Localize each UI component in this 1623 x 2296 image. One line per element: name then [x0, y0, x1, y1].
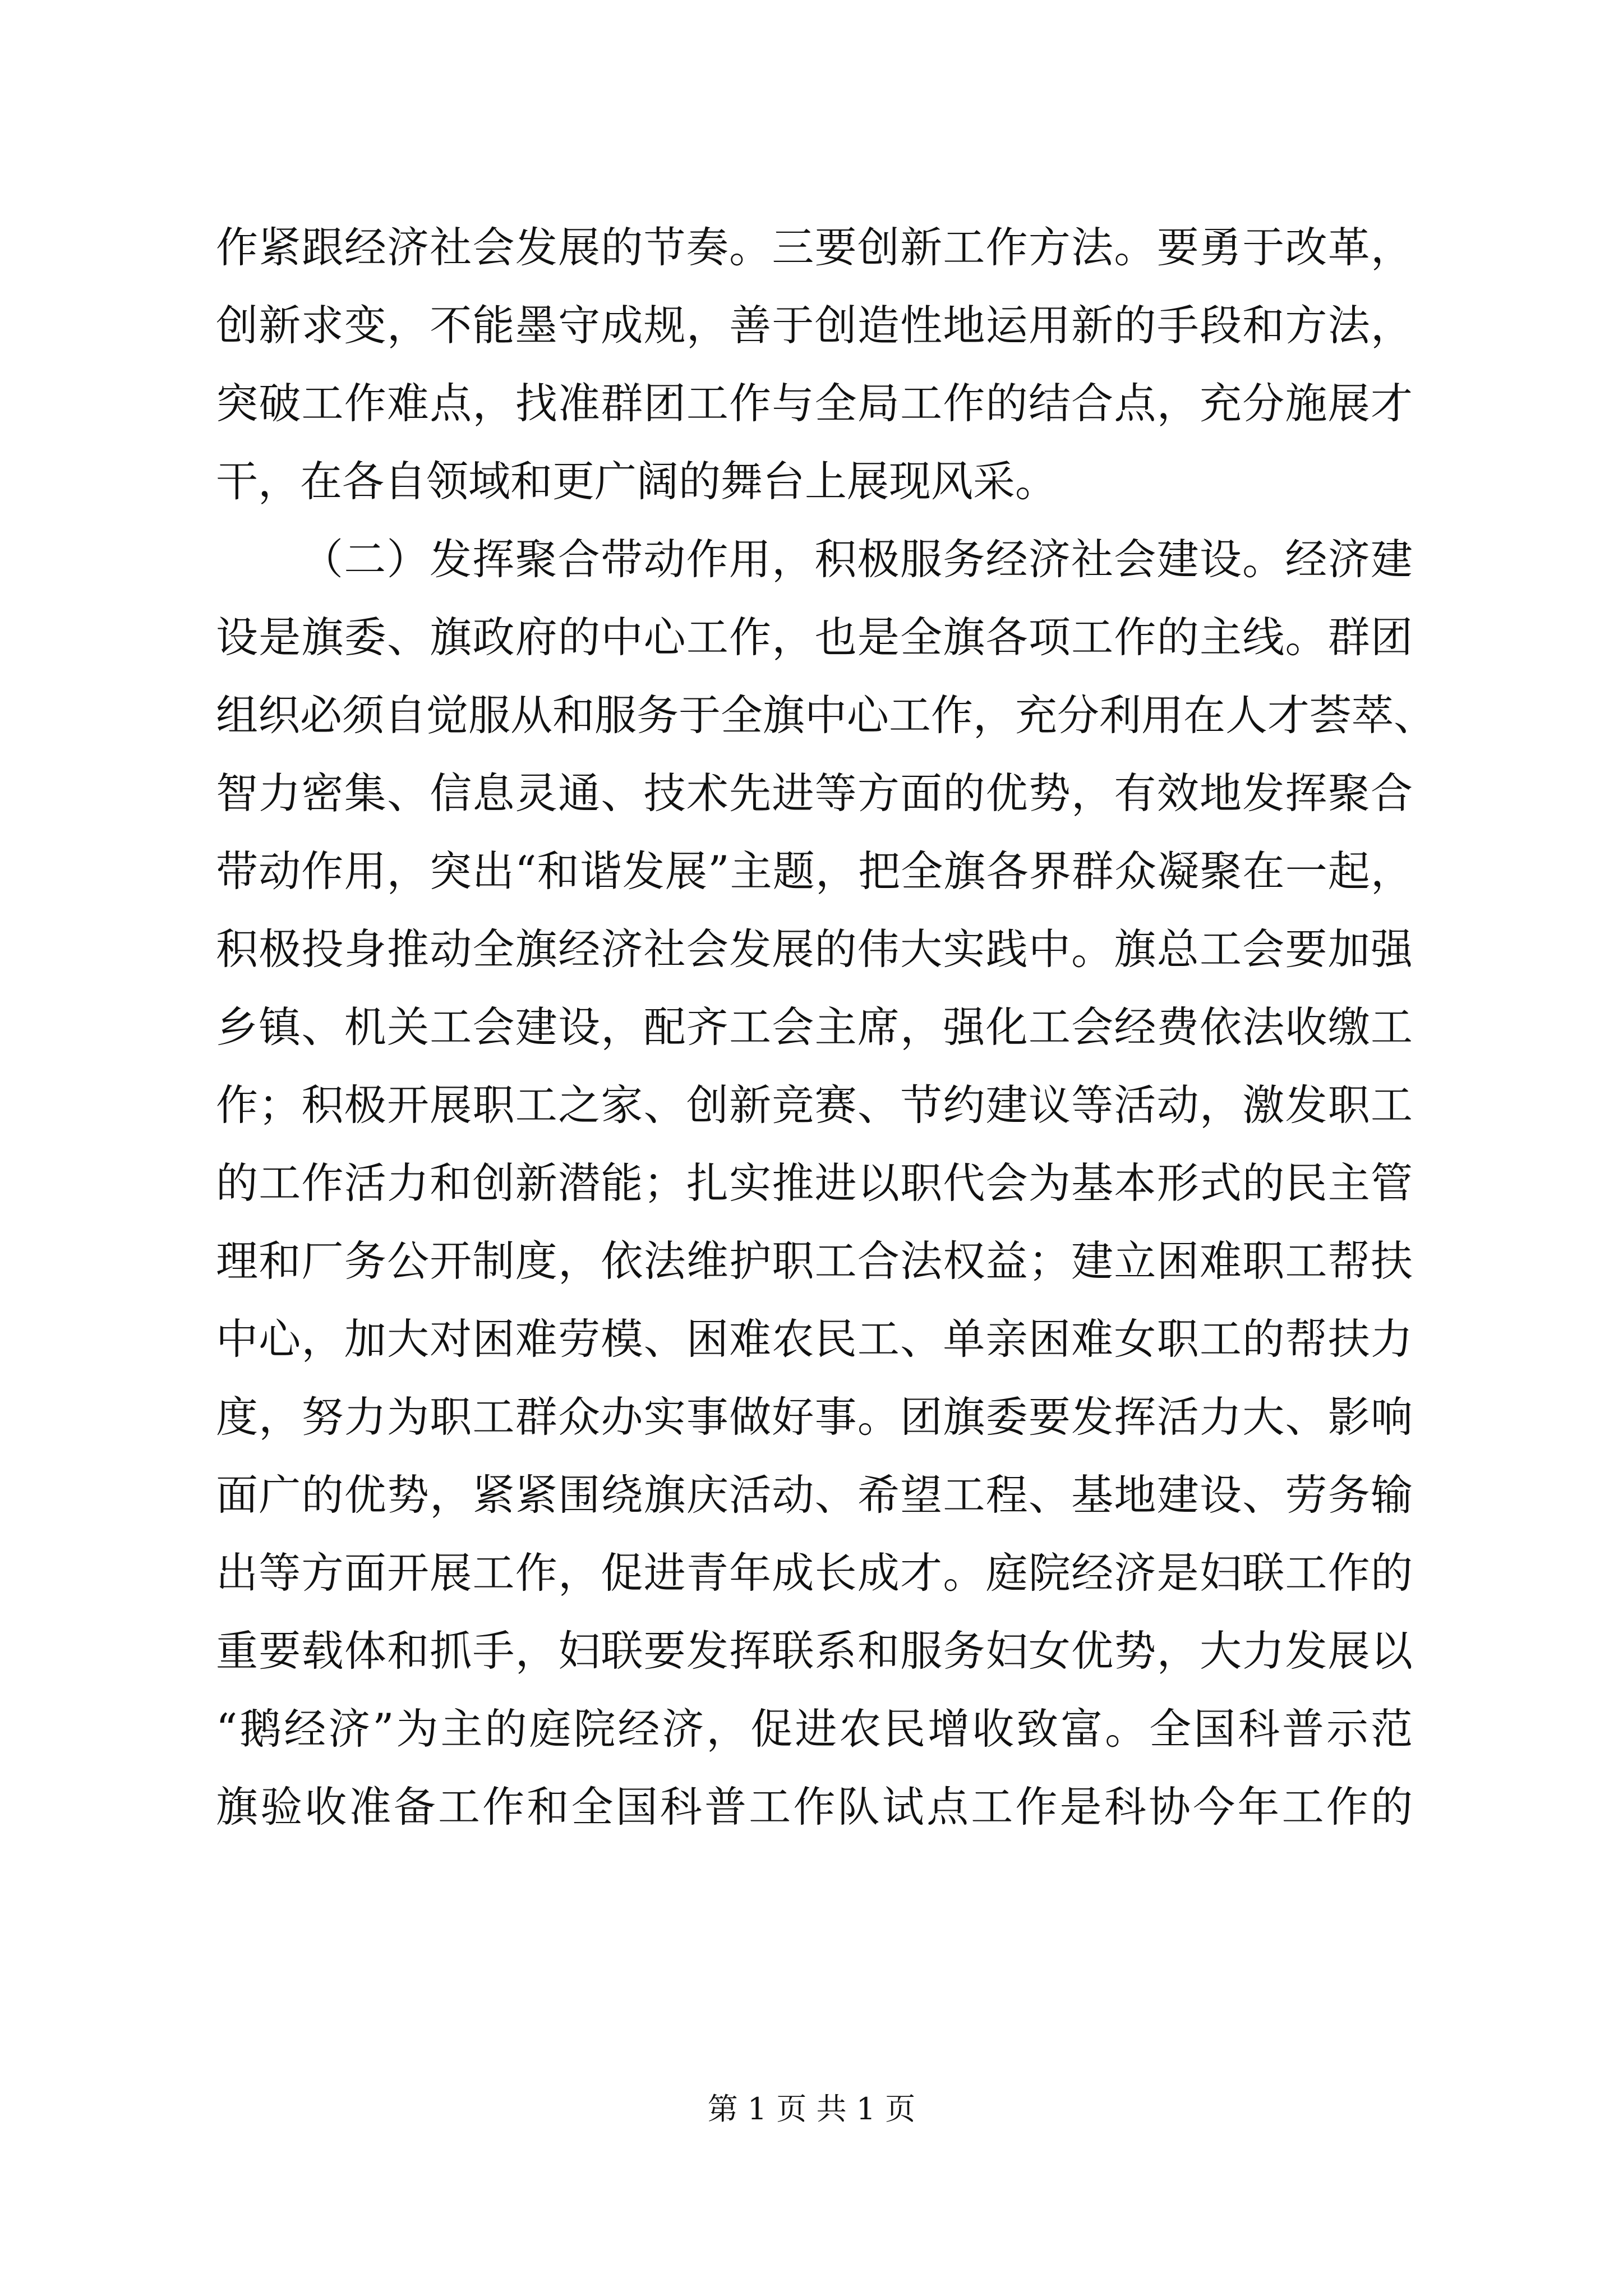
text-line: 理和厂务公开制度，依法维护职工合法权益；建立困难职工帮扶: [216, 1236, 1413, 1286]
text-line: 积极投身推动全旗经济社会发展的伟大实践中。旗总工会要加强: [216, 924, 1413, 974]
text-line: 重要载体和抓手，妇联要发挥联系和服务妇女优势，大力发展以: [216, 1626, 1413, 1676]
text-line: 旗验收准备工作和全国科普工作队试点工作是科协今年工作的: [216, 1782, 1413, 1832]
text-line: 突破工作难点，找准群团工作与全局工作的结合点，充分施展才: [216, 379, 1413, 428]
page-footer: [0, 2087, 1623, 2132]
text-line: 度，努力为职工群众办实事做好事。团旗委要发挥活力大、影响: [216, 1392, 1413, 1442]
text-line: 设是旗委、旗政府的中心工作，也是全旗各项工作的主线。群团: [216, 613, 1413, 662]
page-number-label: 第 1 页 共 1 页: [707, 2091, 916, 2127]
text-line: 作；积极开展职工之家、创新竞赛、节约建议等活动，激发职工: [216, 1080, 1413, 1130]
text-line: （二）发挥聚合带动作用，积极服务经济社会建设。经济建: [301, 535, 1413, 584]
text-line: 干，在各自领域和更广阔的舞台上展现风采。: [216, 457, 1058, 506]
text-line: 创新求变，不能墨守成规，善于创造性地运用新的手段和方法，: [216, 301, 1413, 350]
text-line: 的工作活力和创新潜能；扎实推进以职代会为基本形式的民主管: [216, 1158, 1413, 1208]
text-line: 中心，加大对困难劳模、困难农民工、单亲困难女职工的帮扶力: [216, 1314, 1413, 1364]
body-text: [216, 209, 1436, 1846]
text-line: 智力密集、信息灵通、技术先进等方面的优势，有效地发挥聚合: [216, 769, 1413, 818]
text-line: 组织必须自觉服从和服务于全旗中心工作，充分利用在人才荟萃、: [216, 691, 1436, 740]
text-line: 作紧跟经济社会发展的节奏。三要创新工作方法。要勇于改革，: [216, 223, 1413, 272]
text-line: “鹅经济”为主的庭院经济，促进农民增收致富。全国科普示范: [216, 1704, 1413, 1754]
text-line: 面广的优势，紧紧围绕旗庆活动、希望工程、基地建设、劳务输: [216, 1470, 1413, 1520]
text-line: 乡镇、机关工会建设，配齐工会主席，强化工会经费依法收缴工: [216, 1002, 1413, 1052]
text-line: 带动作用，突出“和谐发展”主题，把全旗各界群众凝聚在一起，: [216, 846, 1413, 896]
text-line: 出等方面开展工作，促进青年成长成才。庭院经济是妇联工作的: [216, 1548, 1413, 1598]
